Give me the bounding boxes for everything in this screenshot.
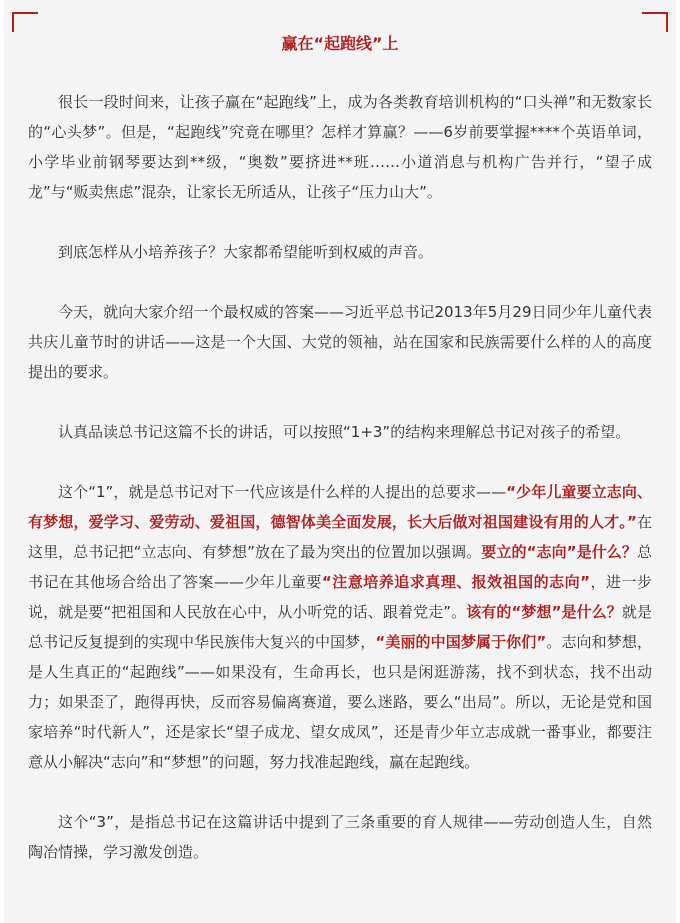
text-segment: 就是总书记反复提到的实现中华民族伟大复兴的中国梦， [28,603,652,651]
article-body [4,87,676,867]
text-segment: 总书记在其他场合给出了答案——少年儿童要 [28,543,653,591]
paragraph-three: 这个“3”，是指总书记在这篇讲话中提到了三条重要的育人规律——劳动创造人生，自然陶冶情操，学习激发创造。 [28,813,652,861]
paragraph-structure: 认真品读总书记这篇不长的讲话，可以按照“1+3”的结构来理解总书记对孩子的希望。 [58,423,631,441]
highlight-quote: “美丽的中国梦属于你们” [375,633,547,651]
highlight-question: 该有的“梦想”是什么？ [466,603,622,621]
corner-decoration-left [12,12,38,32]
text-segment: 在这里，总书记把“立志向、有梦想”放在了最为突出的位置加以强调。 [28,513,652,561]
paragraph-intro: 很长一段时间来，让孩子赢在“起跑线”上，成为各类教育培训机构的“口头禅”和无数家长的“心头梦”。但是，“起跑线”究竟在哪里？怎样才算赢？——6岁前要掌握****个英语单词，小学毕业前钢琴要达到**级，“奥数”要挤进**班……小道消息与机构广告并行，“望子成龙”与“贩卖焦虑”混杂，让家长无所适从，让孩子“压力山大”。 [28,93,652,201]
text-segment: 这个“1”，就是总书记对下一代应该是什么样的人提出的总要求—— [58,483,507,501]
highlight-quote: “注意培养追求真理、报效祖国的志向” [321,573,590,591]
highlight-question: 要立的“志向”是什么？ [481,543,637,561]
paragraph-question: 到底怎样从小培养孩子？大家都希望能听到权威的声音。 [58,243,434,261]
highlight-quote: “少年儿童要立志向、有梦想，爱学习、爱劳动、爱祖国，德智体美全面发展，长大后做对祖国建设有用的人才。” [28,483,652,531]
paragraph-one [28,477,652,777]
text-segment: ，进一步说，就是要“把祖国和人民放在心中，从小听党的话、跟着党走”。 [28,573,652,621]
paragraph-answer: 今天，就向大家介绍一个最权威的答案——习近平总书记2013年5月29日同少年儿童代表共庆儿童节时的讲话——这是一个大国、大党的领袖，站在国家和民族需要什么样的人的高度提出的要求。 [28,303,652,381]
article-title: 赢在“起跑线”上 [281,34,399,53]
text-segment: 。志向和梦想，是人生真正的“起跑线”——如果没有，生命再长，也只是闲逛游荡，找不到状态，找不出动力；如果歪了，跑得再快，反而容易偏离赛道，要么迷路，要么“出局”。所以，无论是党和国家培养“时代新人”，还是家长“望子成龙、望女成凤”，还是青少年立志成就一番事业，都要注意从小解决“志向”和“梦想”的问题，努力找准起跑线，赢在起跑线。 [28,633,652,771]
corner-decoration-right [642,12,668,32]
